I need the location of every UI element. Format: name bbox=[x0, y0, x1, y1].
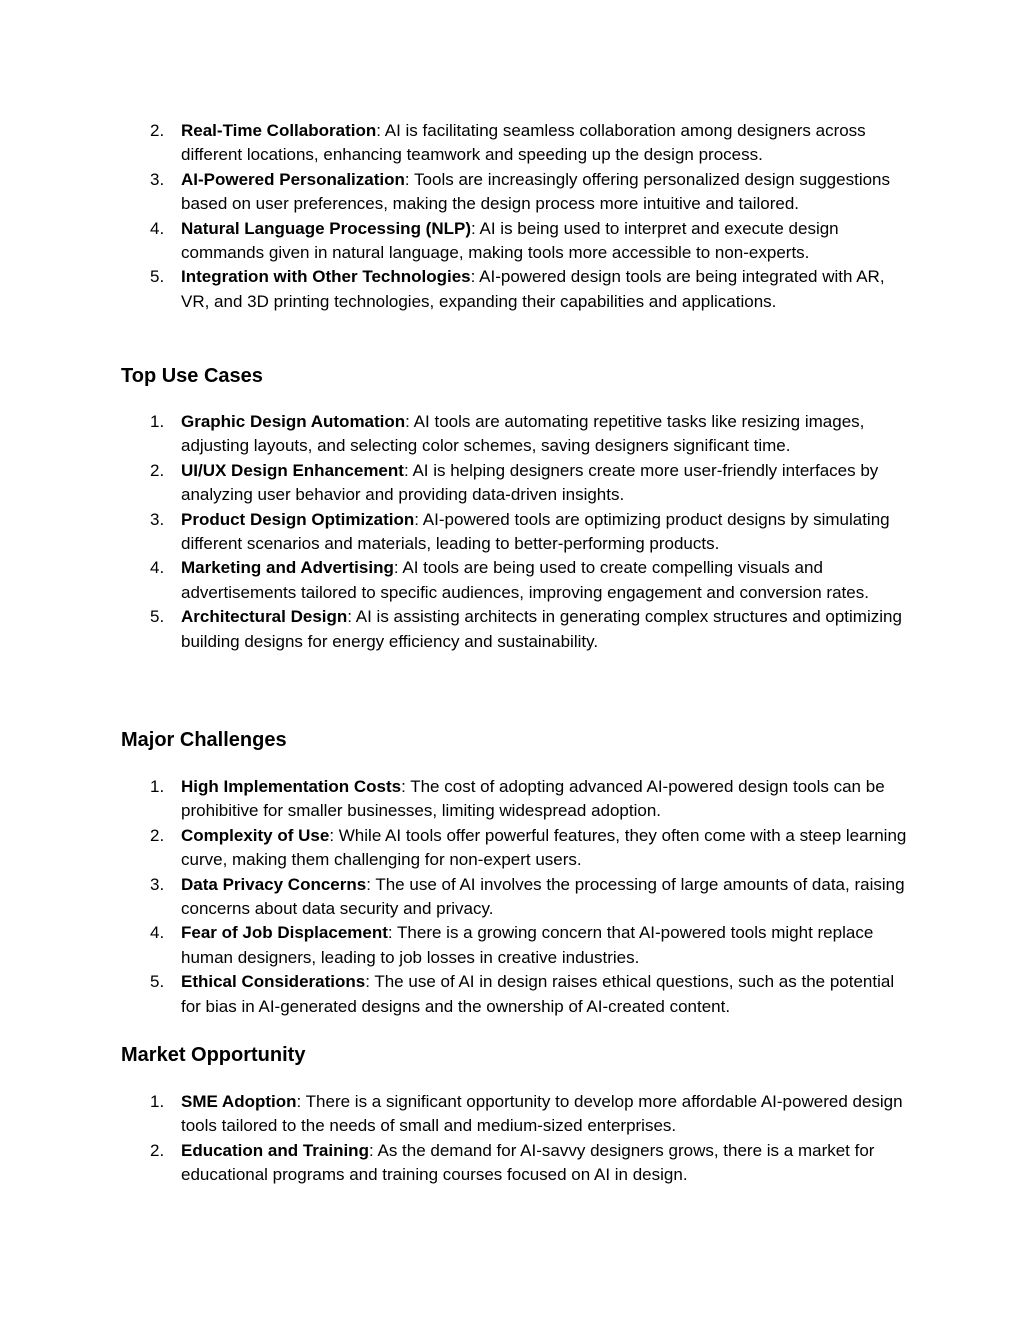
list-item-number: 5. bbox=[150, 267, 165, 287]
list-item-description: : AI tools are automating repetitive tasks like resizing images, adjusting layouts, and selecting color schemes, saving designers significant time. bbox=[181, 412, 865, 456]
opportunity-list bbox=[121, 1090, 911, 1188]
list-item-number: 2. bbox=[150, 121, 165, 140]
list-item-description: : While AI tools offer powerful features, they often come with a steep learning curve, making them challenging for non-expert users. bbox=[181, 825, 907, 870]
section-heading-use-cases: Top Use Cases bbox=[121, 365, 263, 387]
list-item-number: 4. bbox=[150, 558, 165, 578]
list-item-number: 5. bbox=[150, 972, 165, 992]
list-item-term: SME Adoption bbox=[181, 1092, 297, 1111]
list-item-term: Complexity of Use bbox=[181, 825, 330, 845]
list-item-description: : There is a significant opportunity to develop more affordable AI-powered design tools tailored to the needs of small and medium-sized enterprises. bbox=[181, 1092, 903, 1136]
list-item-term: Ethical Considerations bbox=[181, 972, 366, 992]
list-item-description: : As the demand for AI-savvy designers grows, there is a market for educational programs and training courses focused on AI in design. bbox=[181, 1140, 875, 1185]
list-item bbox=[121, 265, 911, 314]
list-item-number: 3. bbox=[150, 509, 165, 529]
list-item-number: 1. bbox=[150, 412, 165, 431]
trends-list bbox=[121, 119, 911, 314]
list-item-description: : AI-powered design tools are being integrated with AR, VR, and 3D printing technologies, expanding their capabilities and applications. bbox=[181, 267, 885, 311]
list-item-term: AI-Powered Personalization bbox=[181, 169, 405, 189]
list-item bbox=[121, 873, 911, 922]
list-item-term: Natural Language Processing (NLP) bbox=[181, 218, 471, 238]
challenges-list bbox=[121, 775, 911, 1019]
list-item-number: 2. bbox=[150, 460, 165, 480]
list-item-description: : The cost of adopting advanced AI-powered design tools can be prohibitive for smaller businesses, limiting widespread adoption. bbox=[181, 777, 885, 821]
list-item-number: 4. bbox=[150, 923, 165, 943]
list-item bbox=[121, 217, 911, 266]
list-item bbox=[121, 824, 911, 873]
list-item bbox=[121, 775, 911, 824]
list-item-term: UI/UX Design Enhancement bbox=[181, 460, 404, 480]
use-cases-list bbox=[121, 410, 911, 654]
list-item-term: Real-Time Collaboration bbox=[181, 121, 377, 140]
section-heading-opportunity: Market Opportunity bbox=[121, 1044, 306, 1066]
list-item bbox=[121, 921, 911, 970]
list-item-description: : AI-powered tools are optimizing product designs by simulating different scenarios and materials, leading to better-performing products. bbox=[181, 509, 890, 554]
list-item-description: : AI is being used to interpret and execute design commands given in natural language, making tools more accessible to non-experts. bbox=[181, 218, 839, 263]
list-item-description: : AI is helping designers create more user-friendly interfaces by analyzing user behavior and providing data-driven insights. bbox=[181, 460, 879, 505]
list-item-description: : The use of AI involves the processing of large amounts of data, raising concerns about data security and privacy. bbox=[181, 874, 905, 919]
list-item bbox=[121, 410, 911, 459]
list-item bbox=[121, 1139, 911, 1188]
list-item bbox=[121, 605, 911, 654]
list-item-number: 1. bbox=[150, 1092, 165, 1111]
list-item bbox=[121, 508, 911, 557]
list-item-term: Marketing and Advertising bbox=[181, 558, 394, 578]
list-item-description: : There is a growing concern that AI-powered tools might replace human designers, leading to job losses in creative industries. bbox=[181, 923, 874, 967]
list-item-description: : Tools are increasingly offering personalized design suggestions based on user preferences, making the design process more intuitive and tailored. bbox=[181, 169, 891, 214]
list-item-number: 2. bbox=[150, 825, 165, 845]
list-item-number: 1. bbox=[150, 777, 165, 796]
list-item-term: Integration with Other Technologies bbox=[181, 267, 471, 287]
list-item bbox=[121, 970, 911, 1019]
list-item-number: 3. bbox=[150, 169, 165, 189]
list-item-description: : The use of AI in design raises ethical questions, such as the potential for bias in AI-generated designs and the ownership of AI-created content. bbox=[181, 972, 895, 1016]
list-item-description: : AI is assisting architects in generating complex structures and optimizing building designs for energy efficiency and sustainability. bbox=[181, 607, 902, 651]
list-item bbox=[121, 556, 911, 605]
list-item-term: Architectural Design bbox=[181, 607, 348, 627]
list-item-term: Graphic Design Automation bbox=[181, 412, 406, 431]
list-item bbox=[121, 119, 911, 168]
list-item-term: Product Design Optimization bbox=[181, 509, 415, 529]
list-item bbox=[121, 1090, 911, 1139]
list-item-description: : AI is facilitating seamless collaboration among designers across different locations, enhancing teamwork and speeding up the design process. bbox=[181, 121, 866, 165]
list-item-number: 3. bbox=[150, 874, 165, 894]
list-item-term: High Implementation Costs bbox=[181, 777, 402, 796]
list-item bbox=[121, 168, 911, 217]
list-item-term: Education and Training bbox=[181, 1140, 369, 1160]
list-item bbox=[121, 459, 911, 508]
list-item-number: 2. bbox=[150, 1140, 165, 1160]
list-item-description: : AI tools are being used to create compelling visuals and advertisements tailored to specific audiences, improving engagement and conversion rates. bbox=[181, 558, 869, 602]
list-item-number: 5. bbox=[150, 607, 165, 627]
list-item-term: Fear of Job Displacement bbox=[181, 923, 388, 943]
section-heading-challenges: Major Challenges bbox=[121, 729, 287, 751]
list-item-term: Data Privacy Concerns bbox=[181, 874, 367, 894]
list-item-number: 4. bbox=[150, 218, 165, 238]
